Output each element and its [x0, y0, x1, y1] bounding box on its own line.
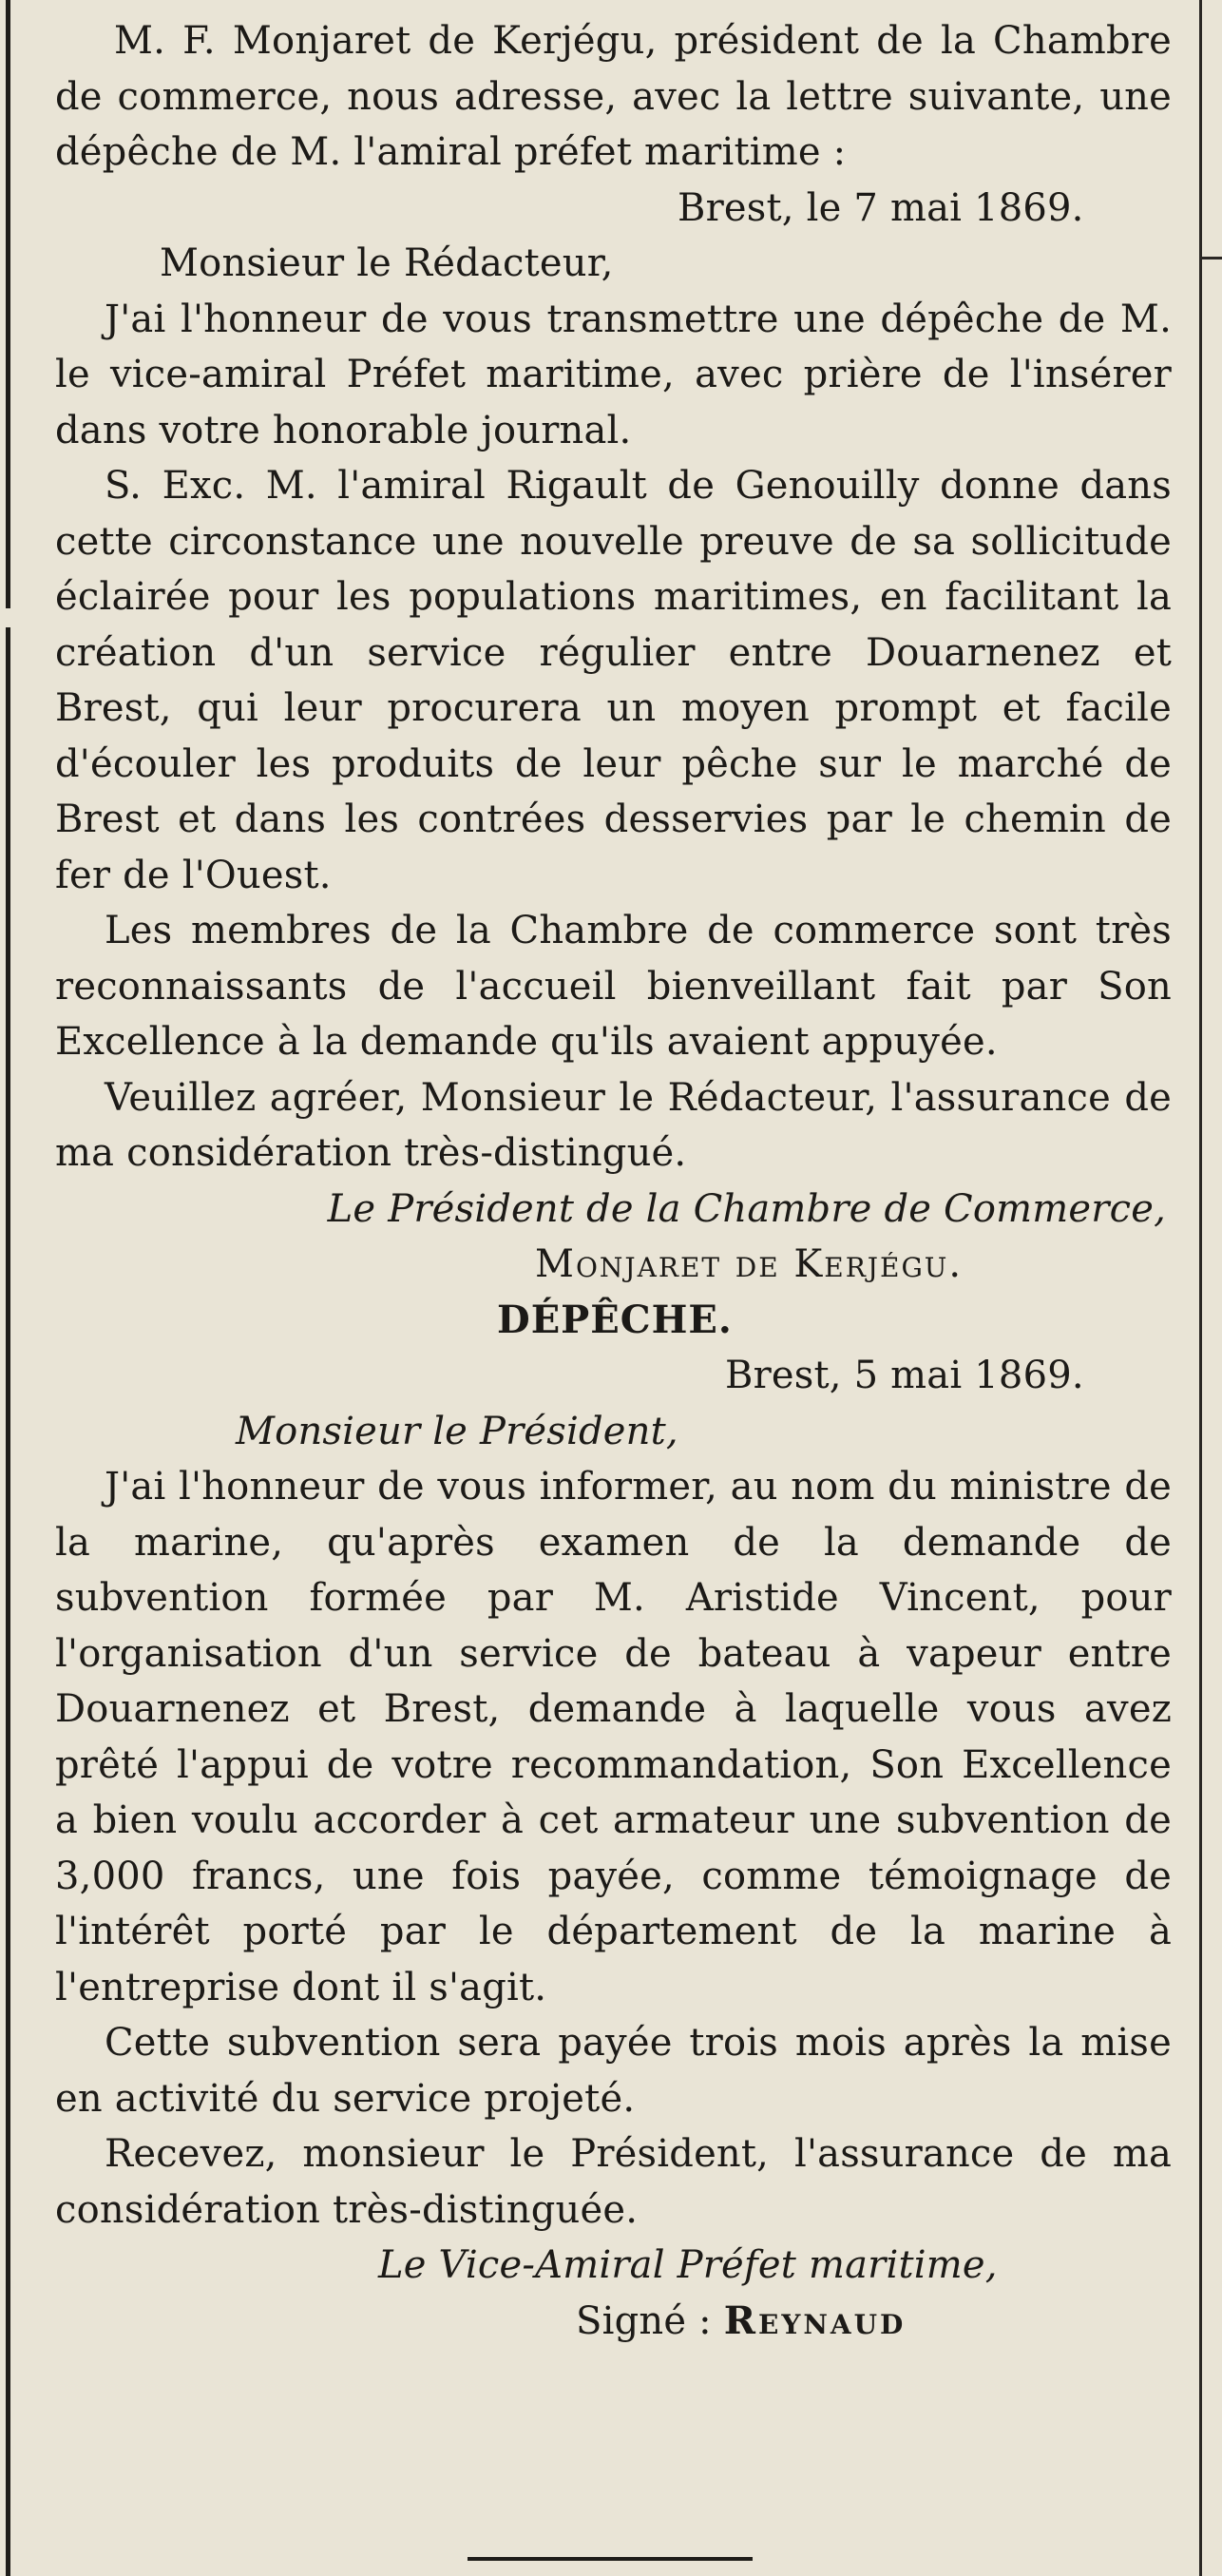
depeche-paragraph-1: J'ai l'honneur de vous informer, au nom du ministre de la marine, qu'après examen de la demande de subvention formée par M. Aristide Vincent, pour l'organisation d'un service de bateau à vapeur entre Douarnenez et Brest, demande à laquelle vous avez prêté l'appui de votre recommandation, Son Excellence a bien voulu accorder à cet armateur une subvention de 3,000 francs, une fois payée, comme témoignage de l'intérêt porté par le département de la marine à l'entreprise dont il s'agit.	[55, 1465, 1172, 2009]
column-rule-left-upper	[6, 0, 10, 608]
depeche-salutation: Monsieur le Président,	[236, 1409, 678, 1453]
depeche-signature-name: Reynaud	[723, 2297, 907, 2343]
letter-salutation: Monsieur le Rédacteur,	[160, 241, 614, 285]
letter-signature-role: Le Président de la Chambre de Commerce,	[327, 1186, 1166, 1231]
letter-signature-name: Monjaret de Kerjégu.	[535, 1242, 964, 1286]
depeche-heading: DÉPÊCHE.	[497, 1297, 733, 1342]
letter-paragraph-2: S. Exc. M. l'amiral Rigault de Genouilly donne dans cette circonstance une nouvelle preuve de sa sollicitude éclairée pour les populations maritimes, en facilitant la création d'un service régulier entre Douarnenez et Brest, qui leur procurera un moyen prompt et facile d'écouler les produits de leur pêche sur le marché de Brest et dans les contrées desservies par le chemin de fer de l'Ouest.	[55, 464, 1172, 897]
signe-label: Signé :	[576, 2298, 712, 2343]
intro-paragraph: M. F. Monjaret de Kerjégu, président de la Chambre de commerce, nous adresse, avec la lettre suivante, une dépêche de M. l'amiral préfet maritime :	[55, 19, 1172, 174]
depeche-dateline: Brest, 5 mai 1869.	[725, 1354, 1084, 1397]
depeche-signature-role: Le Vice-Amiral Préfet maritime,	[378, 2243, 998, 2287]
letter-paragraph-4: Veuillez agréer, Monsieur le Rédacteur, l'assurance de ma considération très-distingué.	[55, 1075, 1172, 1175]
depeche-paragraph-3: Recevez, monsieur le Président, l'assurance de ma considération très-distinguée.	[55, 2132, 1172, 2232]
column-rule-left-lower	[6, 627, 10, 2576]
letter-paragraph-3: Les membres de la Chambre de commerce sont très reconnaissants de l'accueil bienveillant fait par Son Excellence à la demande qu'ils avaient appuyée.	[55, 909, 1172, 1064]
depeche-signature	[55, 2294, 1172, 2350]
end-rule	[468, 2557, 753, 2561]
depeche-paragraph-2: Cette subvention sera payée trois mois après la mise en activité du service projeté.	[55, 2021, 1172, 2121]
column-rule-right	[1199, 0, 1202, 2576]
letter-dateline: Brest, le 7 mai 1869.	[678, 185, 1084, 230]
article-column	[55, 13, 1172, 2349]
column-rule-right-tick	[1199, 257, 1222, 260]
letter-paragraph-1: J'ai l'honneur de vous transmettre une dépêche de M. le vice-amiral Préfet maritime, avec prière de l'insérer dans votre honorable journal.	[55, 297, 1172, 452]
